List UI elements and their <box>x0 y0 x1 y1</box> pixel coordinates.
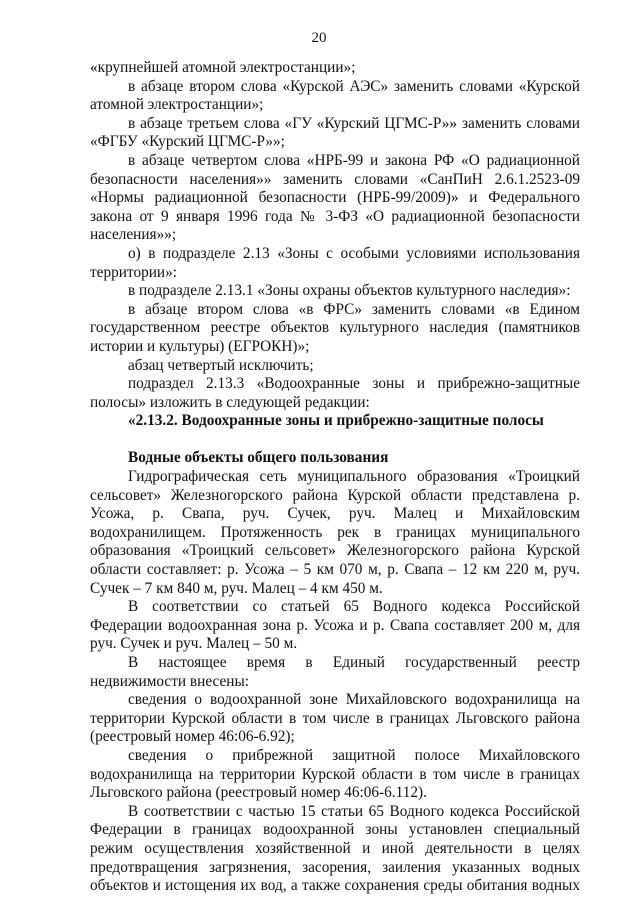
paragraph: о) в подразделе 2.13 «Зоны с особыми условиями использования территории»: <box>90 244 580 281</box>
paragraph: сведения о прибрежной защитной полосе Михайловского водохранилища на территории Курской области в том числе в границах Льговского района (реестровый номер 46:06-6.112). <box>90 746 580 802</box>
paragraph: в подразделе 2.13.1 «Зоны охраны объектов культурного наследия»: <box>128 282 571 300</box>
paragraph: «крупнейшей атомной электростанции»; <box>90 59 356 76</box>
paragraph: в абзаце третьем слова «ГУ «Курский ЦГМС-Р»» заменить словами «ФГБУ «Курский ЦГМС-Р»»; <box>90 114 580 151</box>
paragraph: В соответствии со статьей 65 Водного кодекса Российской Федерации водоохранная зона р. Усожа и р. Свапа составляет 200 м, для руч. Сучек и руч. Малец – 50 м. <box>90 598 580 653</box>
subsection-heading: Водные объекты общего пользования <box>128 449 389 467</box>
section-heading: «2.13.2. Водоохранные зоны и прибрежно-защитные полосы <box>128 412 544 430</box>
page-number: 20 <box>311 30 327 46</box>
paragraph: в абзаце четвертом слова «НРБ-99 и закона РФ «О радиационной безопасности населения»» заменить словами «СанПиН 2.6.1.2523-09 «Нормы радиационной безопасности (НРБ-99/2009)» и Федерального закона от 9 января 1996 года № 3-ФЗ «О радиационной безопасности населения»»; <box>90 151 580 244</box>
paragraph: сведения о водоохранной зоне Михайловского водохранилища на территории Курской области в том числе в границах Льговского района (реестровый номер 46:06-6.92); <box>90 691 580 746</box>
paragraph: В настоящее время в Единый государственный реестр недвижимости внесены: <box>90 654 580 690</box>
paragraph: подраздел 2.13.3 «Водоохранные зоны и прибрежно-защитные полосы» изложить в следующей редакции: <box>90 375 580 411</box>
paragraph: в абзаце втором слова «Курской АЭС» заменить словами «Курской атомной электростанции»; <box>90 77 580 114</box>
blank-line <box>90 431 580 450</box>
paragraph: в абзаце втором слова «в ФРС» заменить словами «в Едином государственном реестре объектов культурного наследия (памятников истории и культуры) (ЕГРОКН)»; <box>90 300 580 355</box>
document-body <box>90 59 580 896</box>
paragraph: Гидрографическая сеть муниципального образования «Троицкий сельсовет» Железногорского района Курской области представлена р. Усожа, р. Свапа, руч. Сучек, руч. Малец и Михайловским водохранилищем. Протяженность рек в границах муниципального образования «Троицкий сельсовет» Железногорского района Курской области составляет: р. Усожа – 5 км 070 м, р. Свапа – 12 км 220 м, руч. Сучек – 7 км 840 м, руч. Малец – 4 км 450 м. <box>90 468 580 597</box>
paragraph: абзац четвертый исключить; <box>128 356 314 374</box>
paragraph: В соответствии с частью 15 статьи 65 Водного кодекса Российской Федерации в границах водоохранной зоны установлен специальный режим осуществления хозяйственной и иной деятельности в целях предотвращения загрязнения, засорения, заиления указанных водных объектов и истощения их вод, а также сохранения среды обитания водных <box>90 802 580 895</box>
